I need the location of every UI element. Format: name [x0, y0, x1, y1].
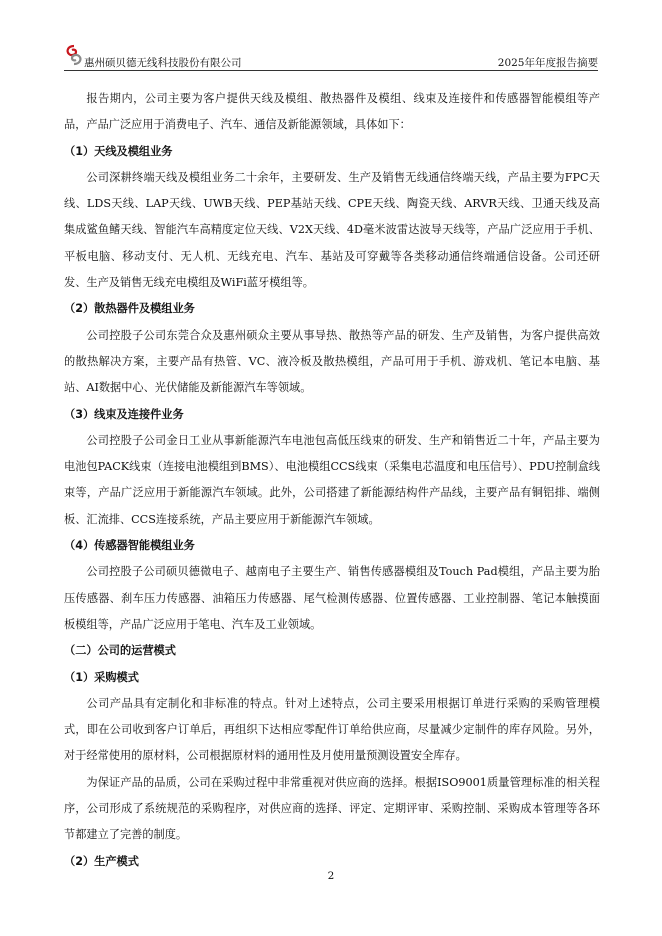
header-divider [64, 70, 598, 71]
page-number: 2 [327, 870, 335, 882]
thermal-paragraph: 公司控股子公司东莞合众及惠州硕众主要从事导热、散热等产品的研发、生产及销售，为客户提供高效的散热解决方案，主要产品有热管、VC、液冷板及散热模组，产品可用于手机、游戏机、笔记本电脑、基站、AI数据中心、光伏储能及新能源汽车等领域。 [64, 328, 600, 395]
sensor-paragraph: 公司控股子公司硕贝德微电子、越南电子主要生产、销售传感器模组及Touch Pad模组，产品主要为胎压传感器、刹车压力传感器、油箱压力传感器、尾气检测传感器、位置传感器、工业控制器、笔记本触摸面板模组等，产品广泛应用于笔电、汽车及工业领域。 [64, 565, 600, 631]
intro-paragraph: 报告期内，公司主要为客户提供天线及模组、散热器件及模组、线束及连接件和传感器智能模组等产品，产品广泛应用于消费电子、汽车、通信及新能源领域，具体如下： [64, 92, 600, 132]
harness-paragraph: 公司控股子公司金日工业从事新能源汽车电池包高低压线束的研发、生产和销售近二十年，产品主要为电池包PACK线束（连接电池模组到BMS）、电池模组CCS线束（采集电芯温度和电压信号）、PDU控制盒线束等，产品广泛应用于新能源汽车领域。此外，公司搭建了新能源结构件产品线，主要产品有铜铝排、端侧板、汇流排、CCS连接系统，产品主要应用于新能源汽车领域。 [64, 433, 600, 526]
section-heading-operations: （二）公司的运营模式 [64, 644, 176, 658]
document-body [64, 86, 600, 875]
company-name: 惠州硕贝德无线科技股份有限公司 [84, 57, 242, 69]
antenna-paragraph: 公司深耕终端天线及模组业务二十余年，主要研发、生产及销售无线通信终端天线，产品主要为FPC天线、LDS天线、LAP天线、UWB天线、PEP基站天线、CPE天线、陶瓷天线、ARVR天线、卫通天线及高集成鲨鱼鳍天线、智能汽车高精度定位天线、V2X天线、4D毫米波雷达波导天线等，产品广泛应用于手机、平板电脑、移动支付、无人机、无线充电、汽车、基站及可穿戴等各类移动通信终端通信设备。公司还研发、生产及销售无线充电模组及WiFi蓝牙模组等。 [64, 170, 600, 290]
company-logo-icon [64, 44, 84, 66]
procurement-paragraph-1: 公司产品具有定制化和非标准的特点。针对上述特点，公司主要采用根据订单进行采购的采购管理模式，即在公司收到客户订单后，再组织下达相应零配件订单给供应商，尽量减少定制件的库存风险。另外，对于经常使用的原材料，公司根据原材料的通用性及月使用量预测设置安全库存。 [64, 696, 600, 763]
report-title: 2025年年度报告摘要 [497, 57, 598, 69]
procurement-paragraph-2: 为保证产品的品质，公司在采购过程中非常重视对供应商的选择。根据ISO9001质量管理标准的相关程序，公司形成了系统规范的采购程序，对供应商的选择、评定、定期评审、采购控制、采购成本管理等各环节都建立了完善的制度。 [64, 775, 600, 842]
section-heading-production: （2）生产模式 [64, 854, 139, 868]
page-header [64, 44, 598, 70]
section-heading-thermal: （2）散热器件及模组业务 [64, 302, 195, 316]
section-heading-harness: （3）线束及连接件业务 [64, 407, 184, 421]
section-heading-procurement: （1）采购模式 [64, 670, 139, 684]
section-heading-antenna: （1）天线及模组业务 [64, 144, 173, 158]
section-heading-sensor: （4）传感器智能模组业务 [64, 539, 195, 553]
